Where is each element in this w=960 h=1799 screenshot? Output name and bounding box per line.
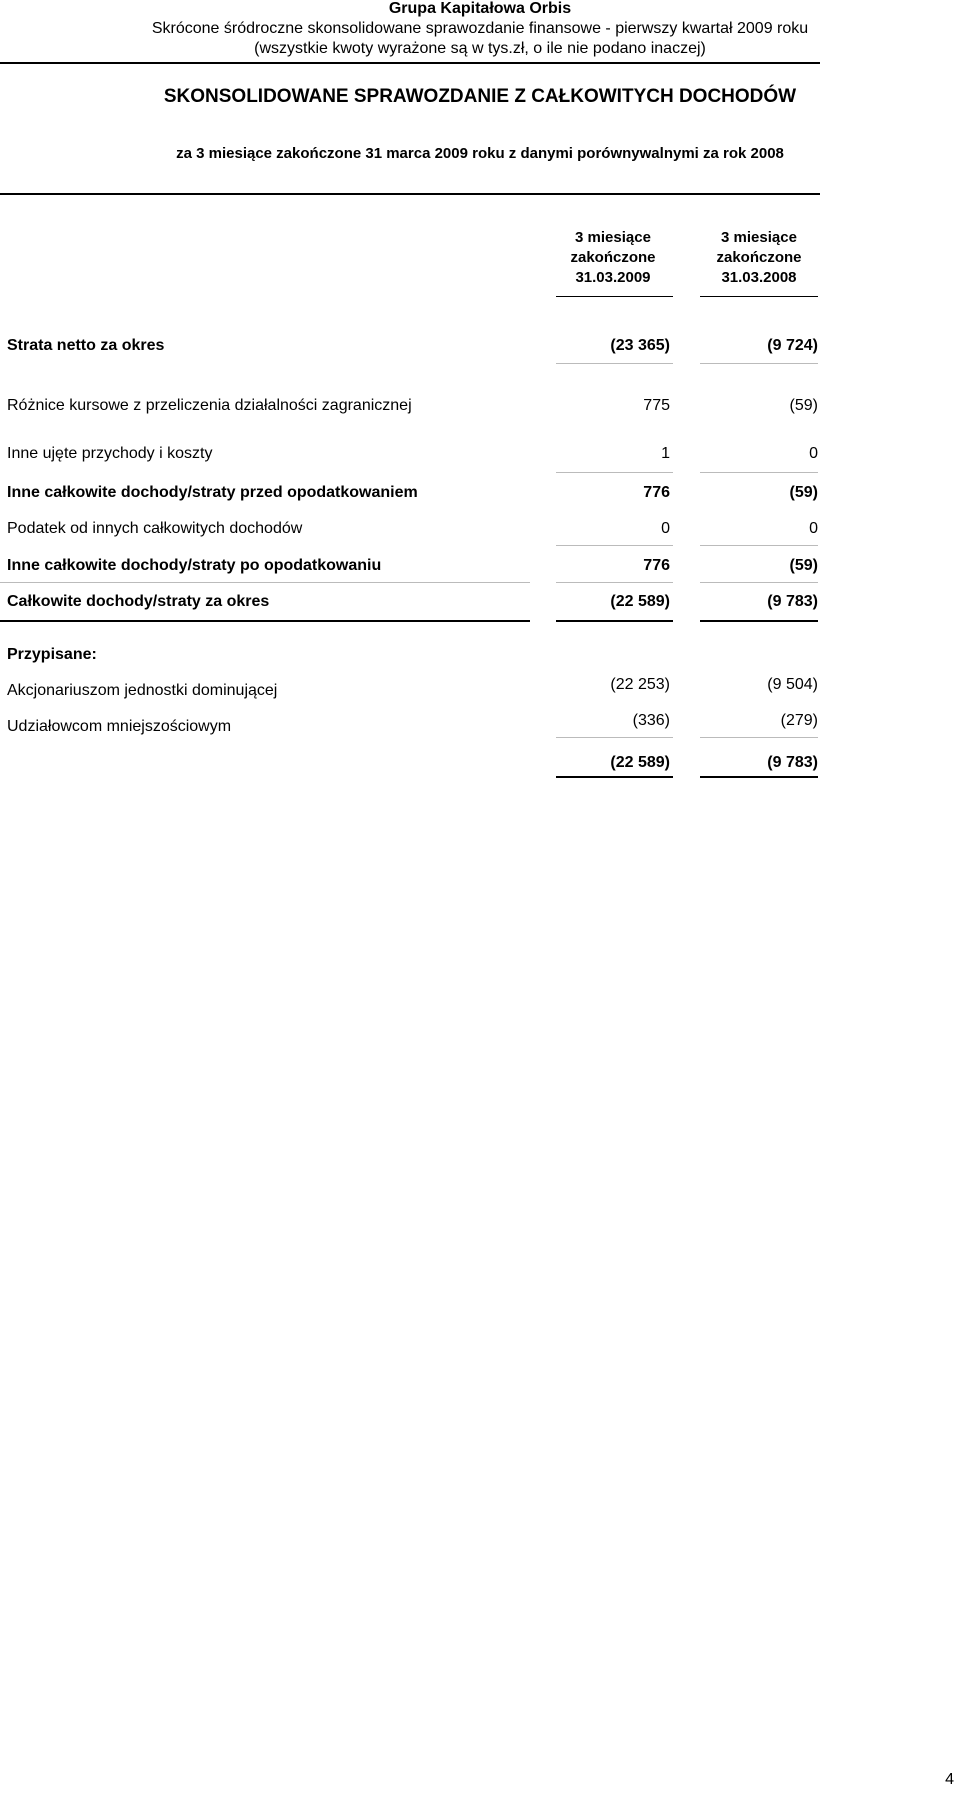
- attribution-total-2009: (22 589): [610, 754, 670, 771]
- row-value-2008: 0: [809, 520, 818, 537]
- row-label: Całkowite dochody/straty za okres: [7, 593, 270, 610]
- column-header-2008: [700, 228, 818, 288]
- column-rule: [700, 737, 818, 738]
- column-rule: [556, 582, 673, 583]
- column-rule: [700, 620, 818, 622]
- company-name: Grupa Kapitałowa Orbis: [388, 0, 572, 17]
- row-value-2009: (23 365): [610, 337, 670, 354]
- report-title: Skrócone śródroczne skonsolidowane sprawozdanie finansowe - pierwszy kwartał 2009 roku: [151, 20, 809, 37]
- row-value-2008: (9 724): [767, 337, 818, 354]
- column-header-line: 31.03.2009: [575, 269, 651, 286]
- column-rule: [700, 296, 818, 297]
- attribution-value-2008: (279): [780, 712, 818, 729]
- column-rule: [700, 472, 818, 473]
- row-value-2009: 775: [643, 397, 670, 414]
- row-label: Strata netto za okres: [7, 337, 165, 354]
- attribution-value-2008: (9 504): [767, 676, 818, 693]
- attribution-value-2009: (336): [632, 712, 670, 729]
- column-rule: [700, 545, 818, 546]
- column-rule: [556, 737, 673, 738]
- statement-title: SKONSOLIDOWANE SPRAWOZDANIE Z CAŁKOWITYCH DOCHODÓW: [163, 86, 797, 107]
- column-rule: [556, 545, 673, 546]
- column-header-line: 3 miesiące: [575, 229, 651, 246]
- column-rule: [700, 582, 818, 583]
- row-value-2009: 776: [643, 557, 670, 574]
- column-rule: [556, 472, 673, 473]
- column-header-2009: [556, 228, 670, 288]
- row-label: Podatek od innych całkowitych dochodów: [7, 520, 303, 537]
- row-label: Inne całkowite dochody/straty po opodatkowaniu: [7, 557, 382, 574]
- row-value-2008: (59): [789, 557, 818, 574]
- column-header-line: zakończone: [716, 249, 802, 266]
- statement-subtitle: za 3 miesiące zakończone 31 marca 2009 roku z danymi porównywalnymi za rok 2008: [176, 145, 784, 162]
- row-label: Różnice kursowe z przeliczenia działalności zagranicznej: [7, 397, 412, 414]
- attribution-label: Akcjonariuszom jednostki dominującej: [7, 682, 278, 699]
- units-note: (wszystkie kwoty wyrażone są w tys.zł, o ile nie podano inaczej): [254, 40, 706, 57]
- column-rule: [700, 776, 818, 778]
- column-rule: [556, 620, 673, 622]
- page-number: 4: [945, 1771, 954, 1788]
- column-rule: [556, 296, 673, 297]
- column-header-line: 3 miesiące: [721, 229, 797, 246]
- row-value-2009: 776: [643, 484, 670, 501]
- column-header-line: zakończone: [570, 249, 656, 266]
- column-rule: [700, 363, 818, 364]
- row-value-2009: (22 589): [610, 593, 670, 610]
- attribution-value-2009: (22 253): [610, 676, 670, 693]
- attribution-label: Udziałowcom mniejszościowym: [7, 718, 232, 735]
- column-header-line: 31.03.2008: [721, 269, 797, 286]
- header-rule: [0, 62, 820, 64]
- row-value-2008: 0: [809, 445, 818, 462]
- row-label: Inne ujęte przychody i koszty: [7, 445, 213, 462]
- title-rule: [0, 193, 820, 195]
- row-value-2008: (9 783): [767, 593, 818, 610]
- row-value-2009: 1: [661, 445, 670, 462]
- attribution-total-2008: (9 783): [767, 754, 818, 771]
- row-rule: [0, 582, 530, 583]
- row-rule: [0, 620, 530, 622]
- row-value-2008: (59): [789, 397, 818, 414]
- column-rule: [556, 363, 673, 364]
- row-value-2009: 0: [661, 520, 670, 537]
- row-label: Inne całkowite dochody/straty przed opodatkowaniem: [7, 484, 418, 501]
- column-rule: [556, 776, 673, 778]
- row-value-2008: (59): [789, 484, 818, 501]
- attribution-heading: Przypisane:: [7, 646, 97, 663]
